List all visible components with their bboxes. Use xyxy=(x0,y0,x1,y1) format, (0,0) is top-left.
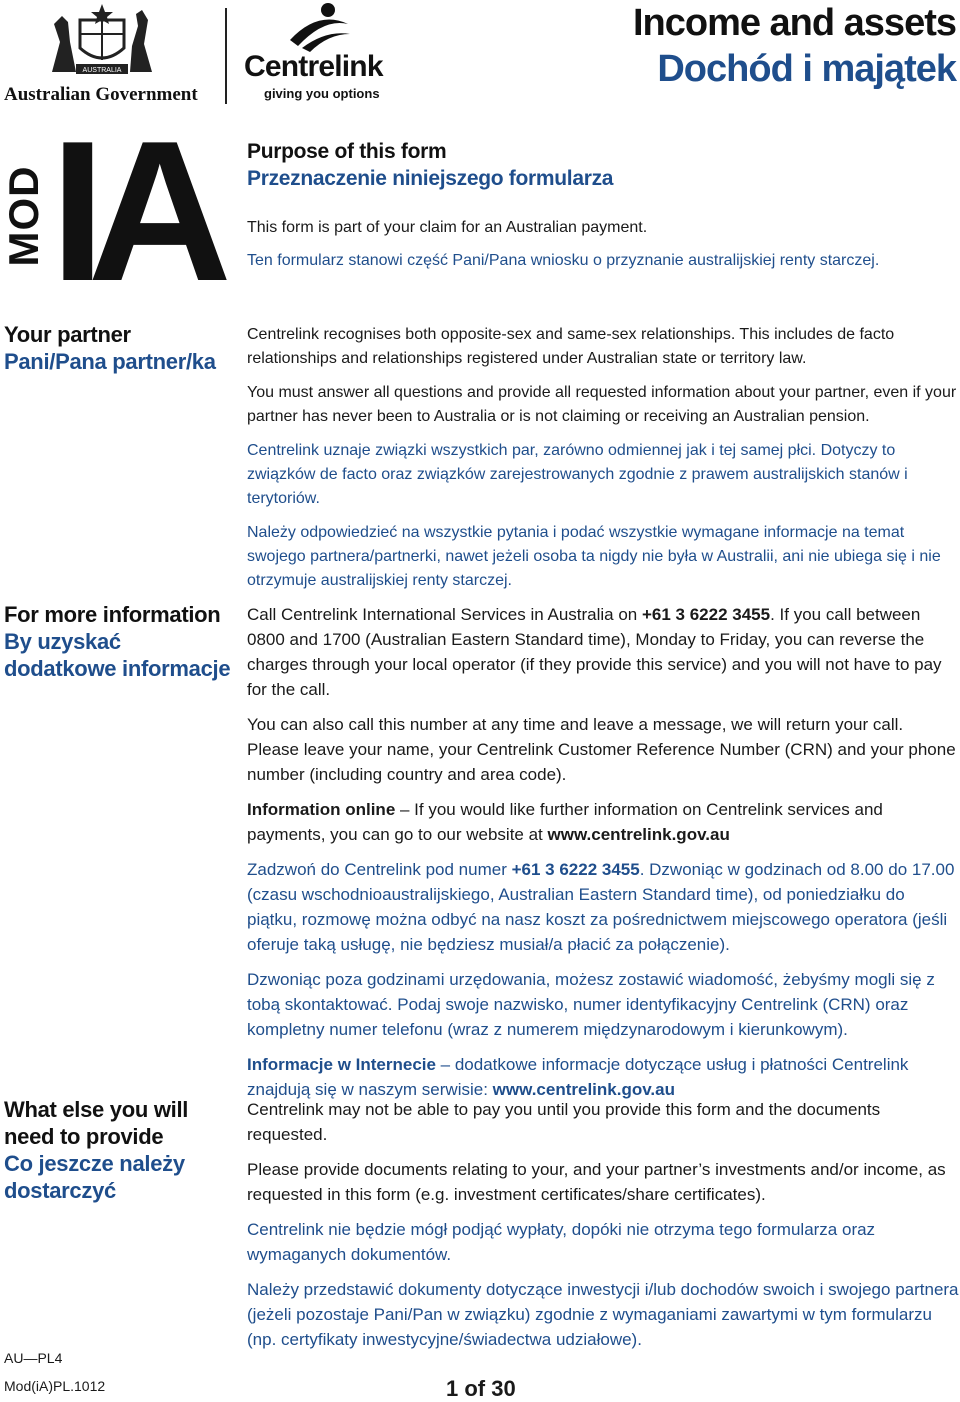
australian-government-logo xyxy=(2,2,202,107)
partner-section-heading xyxy=(4,321,232,375)
more-info-online-polish: Informacje w Internecie – dodatkowe informacje dotyczące usług i płatności Centrelink znajdują się w naszym serwisie: www.centrelink.gov.au xyxy=(247,1055,909,1099)
provide-heading-english: What else you will need to provide xyxy=(4,1097,189,1149)
form-title-english: Income and assets xyxy=(632,2,956,44)
more-info-online-english: Information online – If you would like further information on Centrelink services and payments, you can go to our website at www.centrelink.gov.au xyxy=(247,800,883,844)
more-info-heading-polish: By uzyskać dodatkowe informacje xyxy=(4,629,231,681)
partner-section-body xyxy=(247,323,959,603)
page-number: 1 of 30 xyxy=(446,1376,516,1401)
form-version-code: Mod(iA)PL.1012 xyxy=(4,1378,106,1394)
more-info-paragraph-1-polish: Zadzwoń do Centrelink pod numer +61 3 6222 3455. Dzwoniąc w godzinach od 8.00 do 17.00 (czasu wschodnioaustralijskiego, Australian Eastern Standard time), od poniedziałku do piątku, rozmowę można odbyć na nasz koszt za pośrednictwem miejscowego operatora (jeśli oferuje taką usługę, nie będziesz musiał/a płacić za połączenie). xyxy=(247,860,955,954)
phone-number: +61 3 6222 3455 xyxy=(641,605,771,624)
more-info-paragraph-1-english: Call Centrelink International Services in Australia on +61 3 6222 3455. If you call between 0800 and 1700 (Australian Eastern Standard time), Monday to Friday, you can reverse the charges through your local operator (if they provide this service) and you will not have to pay for the call. xyxy=(247,605,942,699)
form-reference-code: AU—PL4 xyxy=(4,1350,63,1366)
purpose-heading-polish: Przeznaczenie niniejszego formularza xyxy=(247,167,614,190)
partner-paragraph-1-english: Centrelink recognises both opposite-sex and same-sex relationships. This includes de facto relationships and relationships registered under Australian state or territory law. xyxy=(247,326,895,367)
centrelink-logo xyxy=(244,2,394,104)
more-info-section-heading xyxy=(4,601,232,682)
header-divider xyxy=(225,8,227,104)
partner-paragraph-2-polish: Należy odpowiedzieć na wszystkie pytania i podać wszystkie wymagane informacje na temat swojego partnera/partnerki, nawet jeżeli osoba ta nigdy nie była w Australii, ani nie ubiega się i nie otrzymuje australijskiej renty starczej. xyxy=(247,524,941,589)
form-code-prefix: MOD xyxy=(0,165,47,267)
purpose-text-polish: Ten formularz stanowi część Pani/Pana wniosku o przyznanie australijskiej renty starczej. xyxy=(247,252,880,269)
phone-number-polish: +61 3 6222 3455 xyxy=(511,860,640,879)
form-code: IA xyxy=(50,100,214,323)
agency-tagline: giving you options xyxy=(264,86,380,101)
website-link-polish[interactable]: www.centrelink.gov.au xyxy=(492,1080,675,1099)
provide-paragraph-1-english: Centrelink may not be able to pay you until you provide this form and the documents requested. xyxy=(247,1100,881,1144)
provide-section-body xyxy=(247,1097,959,1362)
more-info-paragraph-2-english: You can also call this number at any time and leave a message, we will return your call. Please leave your name, your Centrelink Customer Reference Number (CRN) and your phone number (including country and area code). xyxy=(247,715,956,784)
more-info-section-body xyxy=(247,602,959,1112)
partner-paragraph-1-polish: Centrelink uznaje związki wszystkich par, zarówno odmiennej jak i tej samej płci. Dotyczy to związków de facto oraz związków zarejestrowanych zgodnie z prawem australijskich stanów i terytoriów. xyxy=(247,442,908,507)
more-info-paragraph-2-polish: Dzwoniąc poza godzinami urzędowania, możesz zostawić wiadomość, żebyśmy mogli się z tobą skontaktować. Podaj swoje nazwisko, numer identyfikacyjny Centrelink (CRN) oraz kompletny numer telefonu (wraz z numerem międzynarodowym i kierunkowym). xyxy=(247,970,935,1039)
purpose-text-english: This form is part of your claim for an Australian payment. xyxy=(247,219,648,236)
partner-heading-polish: Pani/Pana partner/ka xyxy=(4,349,216,374)
partner-heading-english: Your partner xyxy=(4,322,131,347)
partner-paragraph-2-english: You must answer all questions and provide all requested information about your partner, even if your partner has never been to Australia or is not claiming or receiving an Australian pension. xyxy=(247,384,957,425)
coat-of-arms-icon xyxy=(42,2,162,80)
provide-section-heading xyxy=(4,1096,232,1204)
more-info-heading-english: For more information xyxy=(4,602,221,627)
provide-heading-polish: Co jeszcze należy dostarczyć xyxy=(4,1151,185,1203)
form-title-polish: Dochód i majątek xyxy=(657,48,956,90)
government-name: Australian Government xyxy=(4,84,198,105)
provide-paragraph-1-polish: Centrelink nie będzie mógł podjąć wypłaty, dopóki nie otrzyma tego formularza oraz wymaganych dokumentów. xyxy=(247,1220,876,1264)
provide-paragraph-2-polish: Należy przedstawić dokumenty dotyczące inwestycji i/lub dochodów swoich i swojego partnera (jeżeli pozostaje Pani/Pan w związku) zgodnie z wymaganiami zawartymi w tym formularzu (np. certyfikaty inwestycyjne/świadectwa udziałowe). xyxy=(247,1280,959,1349)
centrelink-swirl-icon xyxy=(284,2,354,52)
provide-paragraph-2-english: Please provide documents relating to your, and your partner’s investments and/or income, as requested in this form (e.g. investment certificates/share certificates). xyxy=(247,1160,946,1204)
purpose-heading-english: Purpose of this form xyxy=(247,140,447,163)
agency-name: Centrelink xyxy=(244,50,383,83)
website-link[interactable]: www.centrelink.gov.au xyxy=(547,825,730,844)
svg-text:AUSTRALIA: AUSTRALIA xyxy=(82,67,122,74)
